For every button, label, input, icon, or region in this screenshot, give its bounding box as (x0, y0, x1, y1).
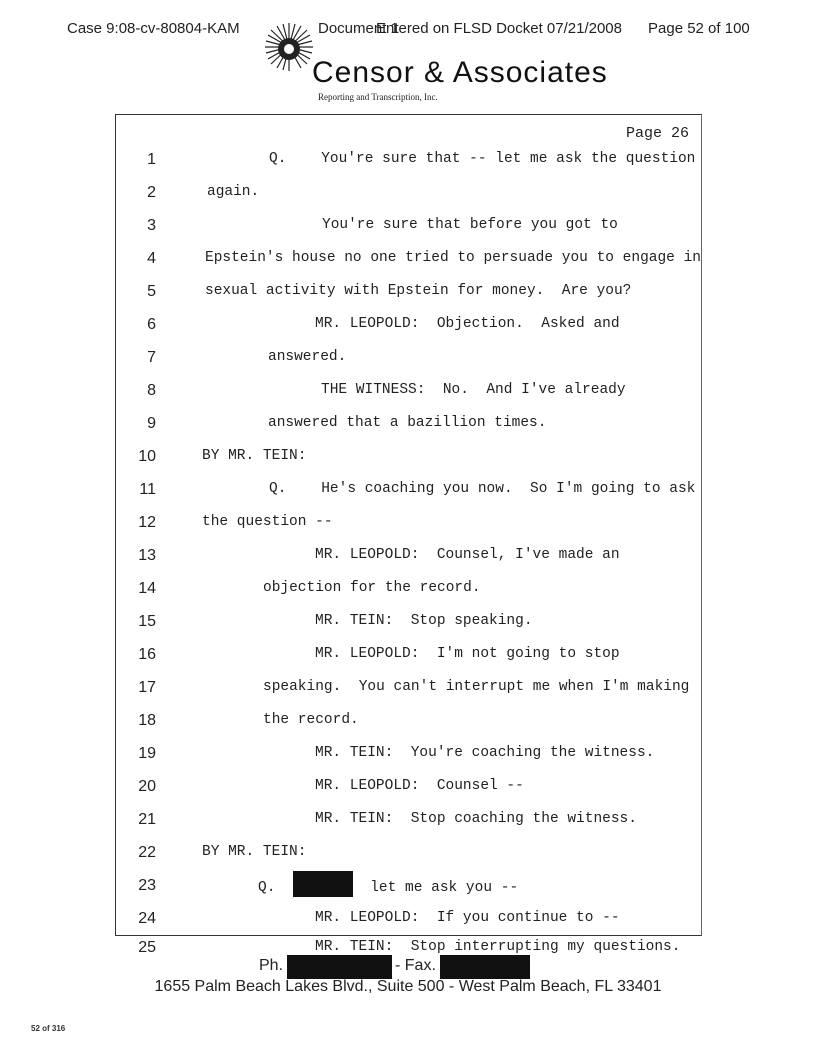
transcript-line (116, 910, 703, 934)
line-number: 7 (147, 349, 156, 366)
line-text (258, 877, 518, 897)
line-text: THE WITNESS: No. And I've already (321, 382, 626, 398)
line-number: 22 (138, 844, 156, 861)
line-text: the record. (263, 712, 359, 728)
line-text: You're sure that before you got to (322, 217, 618, 233)
transcript-line (116, 712, 703, 736)
transcript-line (116, 415, 703, 439)
line-text: answered that a bazillion times. (268, 415, 547, 431)
line-text: BY MR. TEIN: (202, 844, 307, 860)
transcript-line (116, 745, 703, 769)
transcript-line (116, 679, 703, 703)
transcript-page-label: Page 26 (625, 125, 689, 142)
line-text: MR. LEOPOLD: If you continue to -- (315, 910, 620, 926)
line-text: BY MR. TEIN: (202, 448, 307, 464)
line-text: MR. TEIN: Stop speaking. (315, 613, 533, 629)
company-logo (262, 18, 608, 102)
line-text: sexual activity with Epstein for money. Are you? (205, 283, 632, 299)
line-number: 5 (147, 283, 156, 300)
line-text: objection for the record. (263, 580, 481, 596)
line-text: again. (207, 184, 260, 200)
line-number: 16 (138, 646, 156, 663)
footer-address: 1655 Palm Beach Lakes Blvd., Suite 500 - West Palm Beach, FL 33401 (154, 978, 662, 995)
transcript-line (116, 151, 703, 175)
line-number: 8 (147, 382, 156, 399)
page-count: 52 of 316 (31, 1024, 66, 1033)
line-number: 14 (138, 580, 156, 597)
line-number: 3 (147, 217, 156, 234)
line-number: 1 (147, 151, 156, 168)
transcript-line (116, 448, 703, 472)
line-number: 25 (138, 939, 156, 956)
line-number: 19 (138, 745, 156, 762)
sunburst-icon (264, 22, 314, 72)
line-text: MR. TEIN: Stop interrupting my questions. (315, 939, 681, 955)
transcript-line (116, 580, 703, 604)
line-text: MR. LEOPOLD: I'm not going to stop (315, 646, 620, 662)
line-text: MR. TEIN: You're coaching the witness. (315, 745, 655, 761)
line-number: 4 (147, 250, 156, 267)
question-text: let me ask you -- (370, 879, 519, 896)
line-text: the question -- (202, 514, 333, 530)
document-label: Document 1 (318, 20, 399, 37)
line-text: Q. He's coaching you now. So I'm going to ask (269, 481, 696, 497)
page-of-total: Page 52 of 100 (648, 20, 750, 37)
line-text: MR. TEIN: Stop coaching the witness. (315, 811, 637, 827)
transcript-line (116, 514, 703, 538)
line-number: 10 (138, 448, 156, 465)
transcript-line (116, 316, 703, 340)
line-number: 11 (139, 481, 156, 498)
case-number: Case 9:08-cv-80804-KAM (67, 20, 240, 37)
transcript-line (116, 613, 703, 637)
redaction-block (293, 871, 353, 897)
phone-redaction (287, 955, 392, 979)
line-number: 21 (138, 811, 156, 828)
line-text: Epstein's house no one tried to persuade you to engage in (205, 250, 701, 266)
line-number: 15 (138, 613, 156, 630)
entered-docket: Entered on FLSD Docket 07/21/2008 (376, 20, 622, 37)
line-text: Q. You're sure that -- let me ask the question (269, 151, 696, 167)
line-number: 17 (138, 679, 156, 696)
company-subtitle: Reporting and Transcription, Inc. (318, 92, 438, 102)
line-text: answered. (268, 349, 347, 365)
line-text: MR. LEOPOLD: Counsel, I've made an (315, 547, 620, 563)
line-number: 18 (138, 712, 156, 729)
transcript-line (116, 646, 703, 670)
line-number: 24 (138, 910, 156, 927)
transcript-line (116, 844, 703, 868)
transcript-line (116, 382, 703, 406)
line-number: 12 (138, 514, 156, 531)
transcript-page (115, 114, 702, 956)
transcript-line (116, 481, 703, 505)
transcript-line (116, 250, 703, 274)
line-text: MR. LEOPOLD: Counsel -- (315, 778, 524, 794)
line-number: 20 (138, 778, 156, 795)
transcript-line (116, 778, 703, 802)
company-name: Censor & Associates (312, 56, 608, 89)
fax-redaction (440, 955, 530, 979)
transcript-line (116, 811, 703, 835)
transcript-line (116, 349, 703, 373)
line-text: speaking. You can't interrupt me when I'm making (263, 679, 690, 695)
line-text: MR. LEOPOLD: Objection. Asked and (315, 316, 620, 332)
transcript-line (116, 547, 703, 571)
line-number: 23 (138, 877, 156, 894)
line-number: 2 (147, 184, 156, 201)
transcript-line (116, 283, 703, 307)
line-number: 13 (138, 547, 156, 564)
fax-label: - Fax. (395, 957, 436, 974)
line-number: 6 (147, 316, 156, 333)
transcript-line (116, 217, 703, 241)
phone-label: Ph. (259, 957, 284, 974)
line-number: 9 (147, 415, 156, 432)
transcript-line (116, 184, 703, 208)
question-marker: Q. (258, 879, 276, 896)
transcript-line (116, 877, 703, 901)
